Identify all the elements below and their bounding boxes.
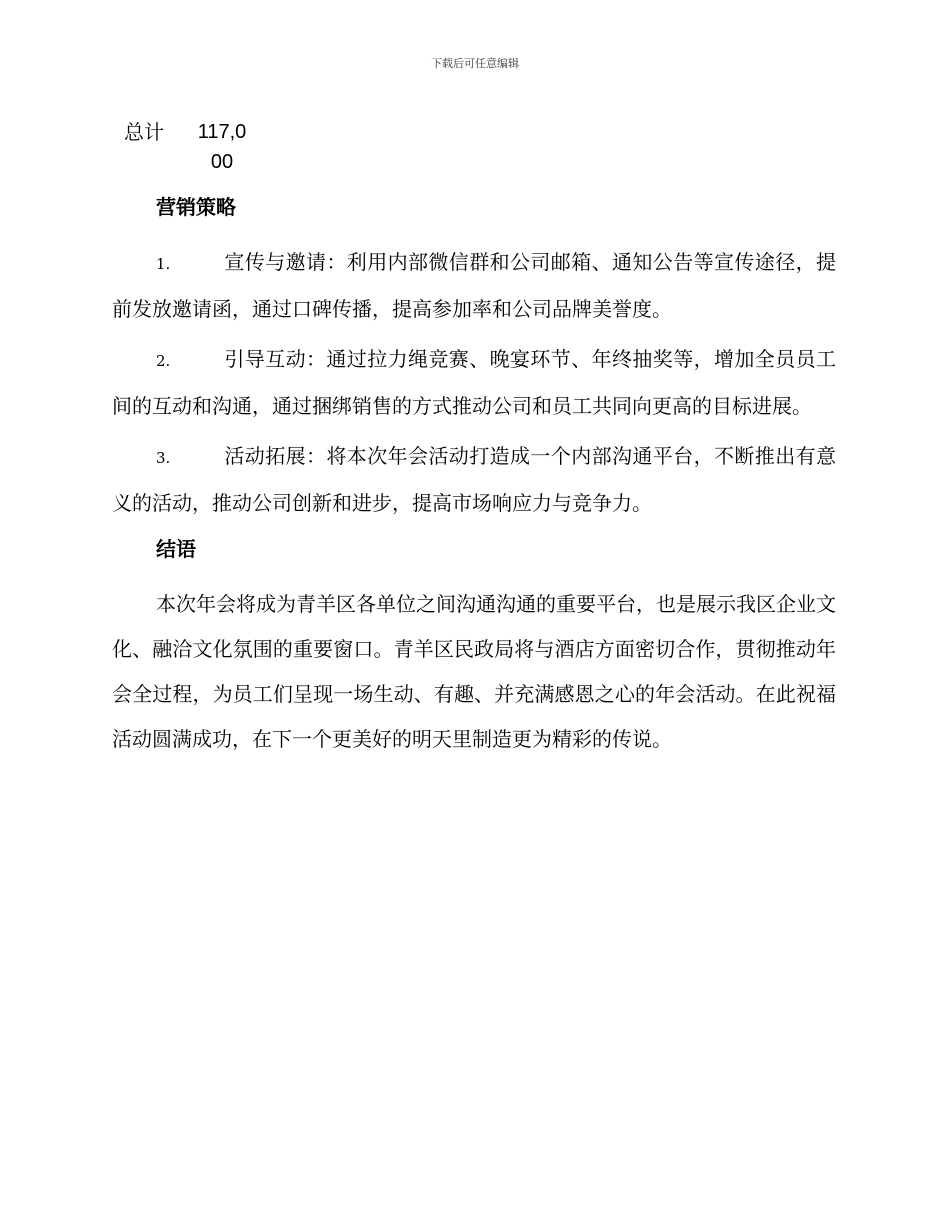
marketing-heading: 营销策略 <box>156 195 236 219</box>
total-value: 117,000 <box>197 121 247 173</box>
marketing-item-text: 引导互动：通过拉力绳竞赛、晚宴环节、年终抽奖等，增加全员员工间的互动和沟通，通过捆绑销售的方式推动公司和员工共同向更高的目标进展。 <box>112 347 836 418</box>
conclusion-paragraph: 本次年会将成为青羊区各单位之间沟通沟通的重要平台，也是展示我区企业文化、融洽文化氛围的重要窗口。青羊区民政局将与酒店方面密切合作，贯彻推动年会全过程，为员工们呈现一场生动、有趣、并充满感恩之心的年会活动。在此祝福活动圆满成功，在下一个更美好的明天里制造更为精彩的传说。 <box>112 592 836 751</box>
marketing-item-number: 3. <box>156 449 171 467</box>
marketing-item-number: 1. <box>156 255 171 273</box>
marketing-item-text: 宣传与邀请：利用内部微信群和公司邮箱、通知公告等宣传途径，提前发放邀请函，通过口碑传播，提高参加率和公司品牌美誉度。 <box>112 250 836 321</box>
conclusion-heading: 结语 <box>156 537 196 561</box>
total-label: 总计 <box>124 120 164 144</box>
page-header-note: 下载后可任意编辑 <box>431 57 519 70</box>
marketing-item-number: 2. <box>156 352 171 370</box>
marketing-item-2 <box>112 337 836 429</box>
document-body <box>112 190 836 767</box>
marketing-item-text: 活动拓展：将本次年会活动打造成一个内部沟通平台，不断推出有意义的活动，推动公司创新和进步，提高市场响应力与竞争力。 <box>112 444 836 515</box>
marketing-item-1 <box>112 240 836 332</box>
marketing-item-3 <box>112 434 836 526</box>
